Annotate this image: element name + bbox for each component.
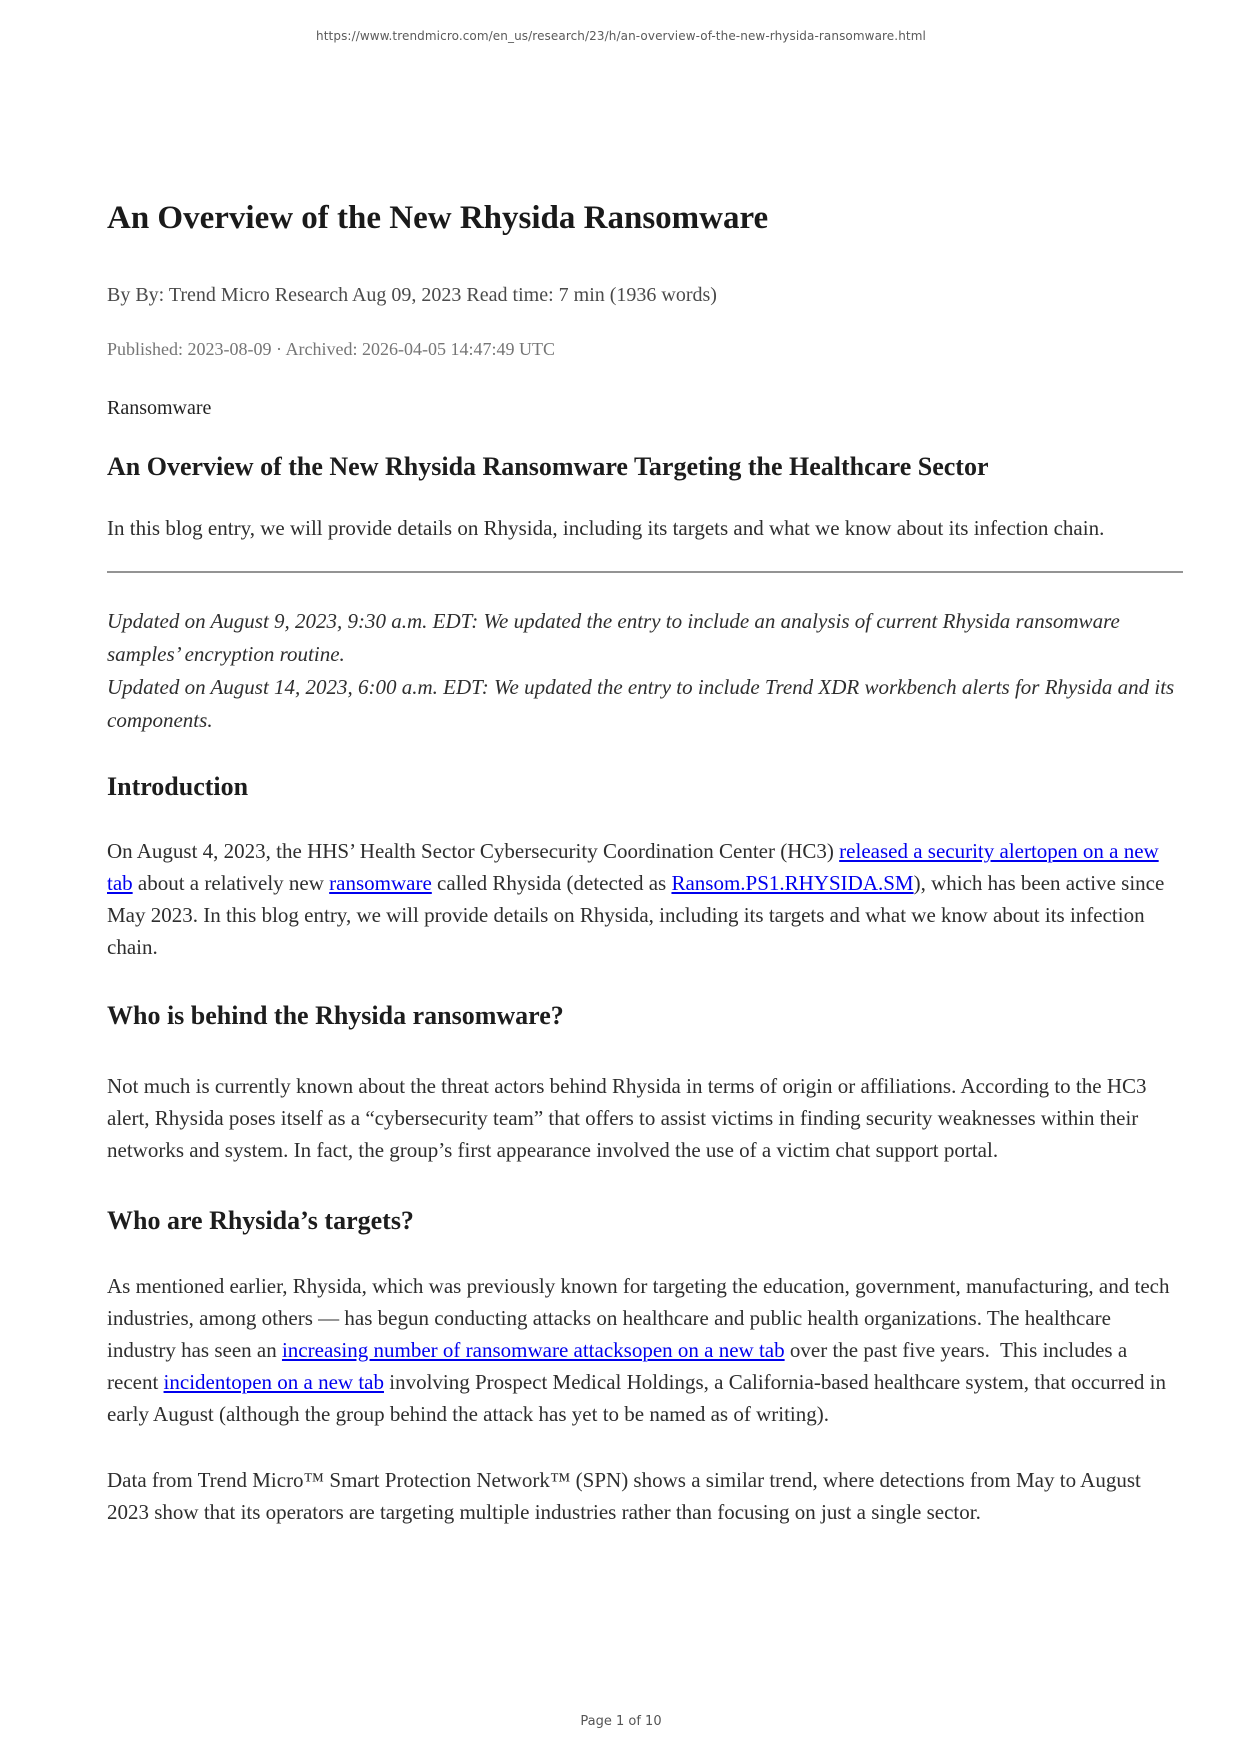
category-label: Ransomware [107, 397, 212, 419]
update-note: Updated on August 14, 2023, 6:00 a.m. EDT: We updated the entry to include Trend XDR workbench alerts for Rhysida and its components. [107, 675, 1175, 732]
ransomware-attacks-link[interactable]: increasing number of ransomware attacksopen on a new tab [281, 1338, 785, 1362]
update-notes [107, 605, 1183, 737]
article-body [107, 0, 1183, 1528]
intro-paragraph [107, 835, 1183, 963]
page-title: An Overview of the New Rhysida Ransomware [107, 200, 769, 236]
update-note: Updated on August 9, 2023, 9:30 a.m. EDT: We updated the entry to include an analysis of current Rhysida ransomware samples’ encryption routine. [107, 609, 1120, 666]
text-segment: involving Prospect Medical Holdings, a California-based healthcare system, that occurred in early August (although the group behind the attack has yet to be named as of writing). [107, 1370, 1167, 1426]
url-header: https://www.trendmicro.com/en_us/research/23/h/an-overview-of-the-new-rhysida-ransomware.html [316, 29, 926, 43]
section-heading-targets: Who are Rhysida’s targets? [107, 1206, 414, 1235]
detection-name-link[interactable]: Ransom.PS1.RHYSIDA.SM [671, 871, 914, 895]
targets-paragraph-2: Data from Trend Micro™ Smart Protection Network™ (SPN) shows a similar trend, where detections from May to August 2023 show that its operators are targeting multiple industries rather than focusing on just a single sector. [107, 1468, 1141, 1524]
text-segment: about a relatively new [132, 871, 330, 895]
article-subtitle: An Overview of the New Rhysida Ransomware Targeting the Healthcare Sector [107, 452, 989, 481]
section-heading-who-is-behind: Who is behind the Rhysida ransomware? [107, 1001, 564, 1030]
published-line: Published: 2023-08-09 · Archived: 2026-04-05 14:47:49 UTC [107, 339, 555, 359]
security-alert-link[interactable]: released a security alertopen on a new tab [107, 839, 1159, 895]
targets-paragraph-1 [107, 1270, 1183, 1430]
byline: By By: Trend Micro Research Aug 09, 2023 Read time: 7 min (1936 words) [107, 284, 717, 306]
incident-link[interactable]: incidentopen on a new tab [163, 1370, 384, 1394]
ransomware-link[interactable]: ransomware [329, 871, 432, 895]
lede-paragraph: In this blog entry, we will provide details on Rhysida, including its targets and what we know about its infection chain. [107, 516, 1105, 540]
text-segment: On August 4, 2023, the HHS’ Health Sector Cybersecurity Coordination Center (HC3) [107, 839, 840, 863]
text-segment: As mentioned earlier, Rhysida, which was previously known for targeting the education, government, manufacturing, and tech industries, among others — has begun conducting attacks on healthcare and public health organizations. The healthcare industry has seen an [107, 1274, 1170, 1362]
text-segment: over the past five years. This includes a recent [107, 1338, 1128, 1394]
behind-paragraph: Not much is currently known about the threat actors behind Rhysida in terms of origin or affiliations. According to the HC3 alert, Rhysida poses itself as a “cybersecurity team” that offers to assist victims in finding security weaknesses within their networks and system. In fact, the group’s first appearance involved the use of a victim chat support portal. [107, 1074, 1147, 1162]
section-heading-introduction: Introduction [107, 772, 249, 801]
text-segment: ), which has been active since May 2023. In this blog entry, we will provide details on Rhysida, including its targets and what we know about its infection chain. [107, 871, 1165, 959]
page-footer: Page 1 of 10 [580, 1714, 662, 1729]
section-divider [107, 571, 1183, 573]
text-segment: called Rhysida (detected as [431, 871, 672, 895]
